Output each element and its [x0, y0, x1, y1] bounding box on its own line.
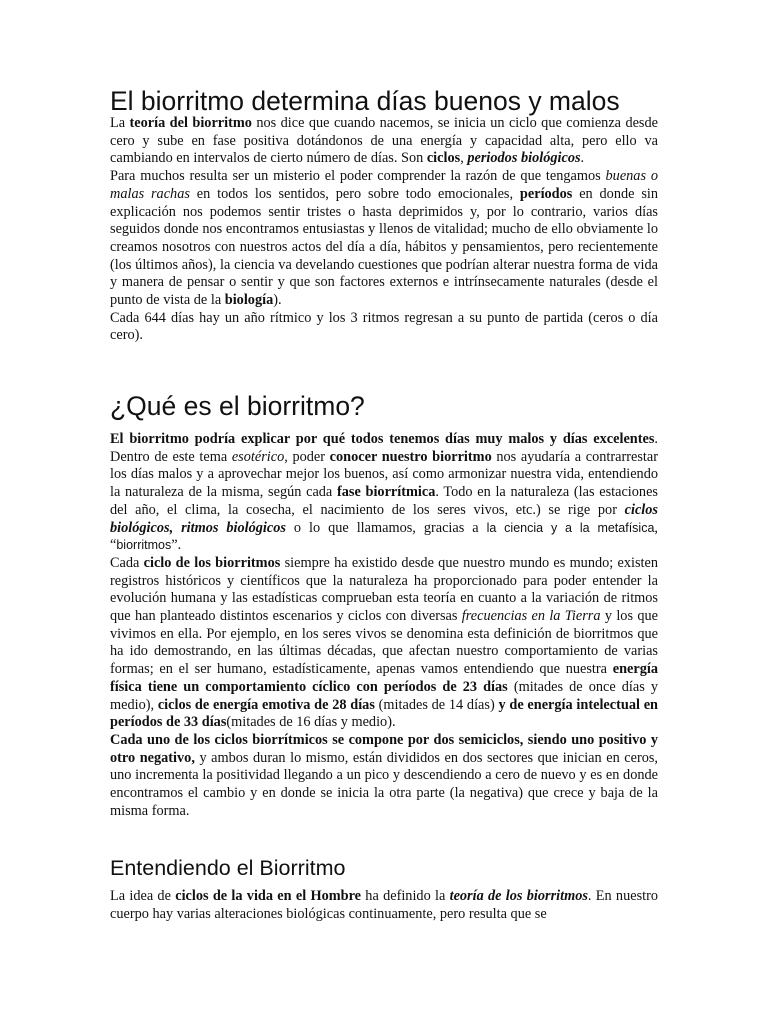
bold-text: teoría del biorritmo — [129, 115, 252, 131]
text-run: y ambos duran lo mismo, están divididos en dos sectores que inician en ceros, uno incrementa la positividad llegando a un pico y descendiendo a cero de nuevo y es en donde encontramos el cambio y en donde se inicia la otra parte (la negativa) que crece y baja de la misma forma. — [110, 749, 659, 819]
italic-text: frecuencias en la Tierra — [461, 608, 601, 625]
bold-text: El biorritmo podría explicar por qué todos tenemos días muy malos y días excelentes — [110, 431, 655, 447]
bold-text: periodos biológicos — [467, 150, 581, 167]
paragraph — [110, 555, 658, 732]
text-run: (mitades de once días y medio), — [110, 678, 659, 713]
text-run: La — [110, 115, 130, 131]
text-run: en donde sin explicación nos podemos sentir tristes o hasta deprimidos y, por lo contrario, varios días seguidos donde nos encontramos entusiastas y llenos de vitalidad; mucho de ello obviamente lo creamos nosotros con nuestros actos del día a día, hábitos y pensamientos, pero recientemente (los últimos años), la ciencia va develando cuestiones que podrían alterar nuestra forma de vida y manera de pensar o sentir y que son factores externos e intrínsecamente naturales (desde el punto de vista de la — [110, 185, 659, 309]
paragraph — [110, 431, 658, 555]
text-run: biorritmos — [116, 538, 172, 553]
text-run: nos ayudaría a contrarrestar los días malos y a aprovechar mejor los buenos, así como armonizar nuestra vida, entendiendo la naturaleza de la misma, según cada — [110, 448, 658, 501]
intro-section — [110, 115, 658, 345]
page-title: El biorritmo determina días buenos y malos — [110, 86, 620, 116]
italic-text: esotérico — [231, 448, 285, 465]
bold-text: ciclos — [426, 150, 461, 167]
bold-text: fase biorrítmica — [336, 484, 436, 501]
bold-text: teoría de los biorritmos — [449, 888, 588, 904]
bold-text: ciclo de los biorritmos — [143, 554, 281, 571]
section-heading-que-es: ¿Qué es el biorritmo? — [110, 391, 365, 421]
text-run: o lo que llamamos, gracias a — [285, 519, 487, 536]
paragraph — [110, 168, 658, 310]
text-run: y los que vivimos en ella. Por ejemplo, en los seres vivos se denomina esta definición de biorritmos que ha ido demostrando, en las últimas décadas, que afectan nuestro comportamiento de varias formas; en el ser humano, estadísticamente, apenas vamos entendiendo que nuestra — [110, 608, 658, 678]
text-run: Para muchos resulta ser un misterio el poder comprender la razón de que tengamos — [110, 168, 606, 185]
paragraph — [110, 310, 658, 345]
bold-text: períodos — [519, 185, 573, 202]
bold-text: conocer nuestro biorritmo — [329, 448, 492, 465]
text-run: Cada 644 días hay un año rítmico y los 3 ritmos regresan a su punto de partida (ceros o día cero). — [110, 309, 658, 344]
text-run: ha definido la — [361, 888, 450, 904]
text-run: nos dice que cuando nacemos, se inicia un ciclo que comienza desde cero y sube en fase positiva dotándonos de una energía y capacidad alta, pero ello va cambiando en intervalos de cierto número de días. Son — [110, 115, 658, 167]
section-heading-entendiendo: Entendiendo el Biorritmo — [110, 856, 346, 880]
text-run: (mitades de 16 días y medio). — [226, 714, 396, 731]
text-run: . Todo en la naturaleza (las estaciones del año, el clima, la cosecha, el nacimiento de los seres vivos, etc.) se rige por — [110, 484, 658, 518]
section-entendiendo-body — [110, 888, 658, 923]
text-run: La idea de — [110, 888, 176, 904]
bold-text: ciclos de energía emotiva de 28 días — [157, 696, 375, 713]
bold-text: energía física tiene un comportamiento cíclico con períodos de 23 días — [110, 661, 658, 695]
text-run: , — [460, 150, 468, 167]
paragraph — [110, 115, 658, 168]
text-run: (mitades de 14 días) — [374, 696, 499, 713]
paragraph — [110, 732, 658, 821]
text-run: siempre ha existido desde que nuestro mundo es mundo; existen registros históricos y científicos que la naturaleza ha proporcionado para poder entender la evolución humana y las estadísticas comprueban esta teoría en cuanto a la variación de ritmos que han planteado distintos escenarios y ciclos con diversas — [110, 554, 659, 625]
text-run: la ciencia y a la metafísica — [486, 520, 655, 535]
bold-text: ciclos de la vida en el Hombre — [175, 888, 362, 904]
bold-text: Cada uno de los ciclos biorrítmicos se compone por dos semiciclos, siendo uno positivo y otro negativo, — [110, 731, 658, 766]
section-que-es-body — [110, 431, 658, 820]
bold-text: y de energía intelectual en períodos de 33 días — [110, 696, 658, 731]
text-run: , “ — [110, 519, 658, 554]
text-run: en todos los sentidos, pero sobre todo emocionales, — [189, 185, 520, 202]
text-run: , poder — [284, 448, 330, 465]
italic-text: buenas o malas rachas — [110, 168, 658, 202]
paragraph — [110, 888, 658, 923]
text-run: Cada — [110, 554, 144, 571]
bold-text: ciclos biológicos, ritmos biológicos — [110, 501, 658, 536]
text-run: ”. — [171, 537, 182, 554]
bold-text: biología — [224, 292, 274, 309]
text-run: . — [580, 150, 585, 167]
text-run: . En nuestro cuerpo hay varias alteraciones biológicas continuamente, pero resulta que se — [110, 888, 659, 922]
text-run: ). — [273, 292, 282, 309]
text-run: . Dentro de este tema — [110, 431, 658, 465]
